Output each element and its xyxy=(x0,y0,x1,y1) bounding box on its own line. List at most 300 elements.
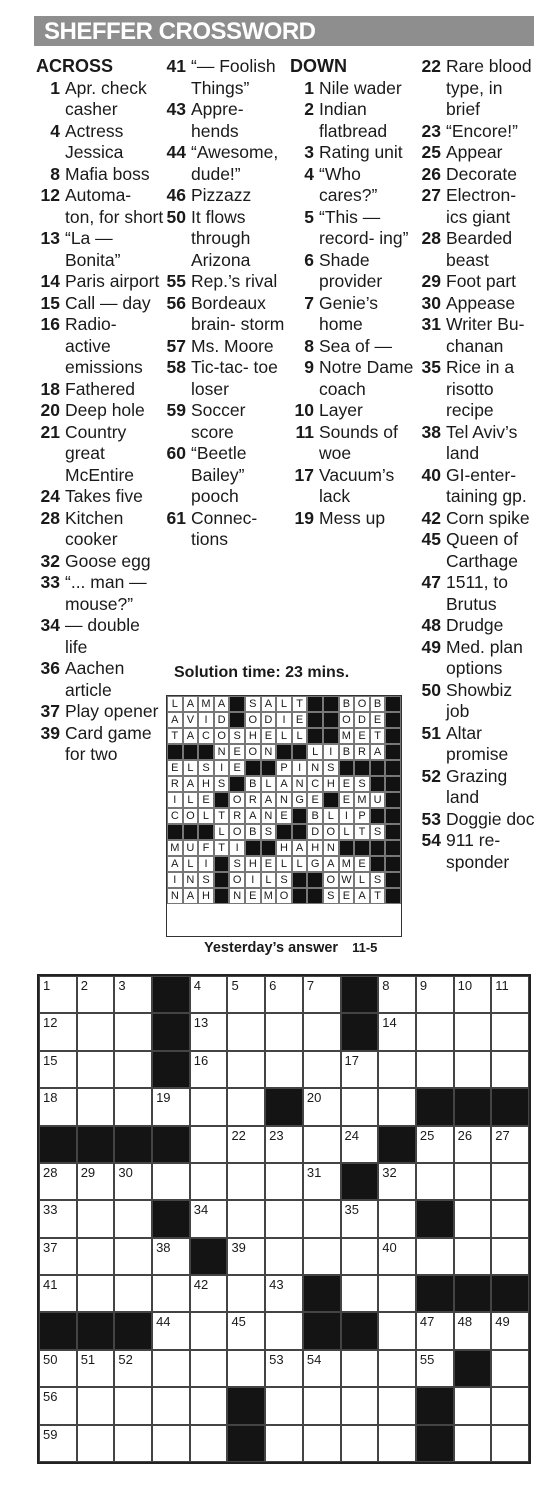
down-clue-26 xyxy=(417,164,539,186)
cell-number: 45 xyxy=(231,1314,246,1330)
grid-cell[interactable] xyxy=(303,1088,341,1125)
clue-text: Play opener xyxy=(65,701,159,721)
clue-number: 5 xyxy=(304,206,314,227)
clue-number: 44 xyxy=(166,142,186,162)
yesterday-answer-caption xyxy=(204,940,377,956)
grid-cell[interactable] xyxy=(114,1387,152,1424)
clue-number: 6 xyxy=(304,249,314,270)
solution-cell: O xyxy=(339,712,355,728)
grid-cell[interactable] xyxy=(77,1350,115,1387)
down-clue-45 xyxy=(417,529,539,572)
clue-text: Apr. check casher xyxy=(65,77,147,119)
grid-cell[interactable] xyxy=(227,1013,265,1050)
solution-black-cell xyxy=(385,840,401,856)
grid-cell[interactable] xyxy=(303,1126,341,1163)
grid-cell[interactable] xyxy=(152,1088,190,1125)
grid-cell[interactable] xyxy=(265,1425,303,1462)
grid-cell[interactable] xyxy=(491,1312,529,1349)
solution-black-cell xyxy=(307,872,323,888)
grid-cell[interactable] xyxy=(190,1088,228,1125)
clue-column-1 xyxy=(36,56,164,766)
solution-cell: F xyxy=(198,840,214,856)
solution-black-cell xyxy=(339,840,355,856)
grid-black-square xyxy=(341,976,379,1013)
grid-cell[interactable] xyxy=(114,1051,152,1088)
solution-black-cell xyxy=(385,712,401,728)
grid-cell[interactable] xyxy=(378,1051,416,1088)
grid-cell[interactable] xyxy=(39,1013,77,1050)
grid-cell[interactable] xyxy=(341,1126,379,1163)
grid-cell[interactable] xyxy=(39,1425,77,1462)
clue-text: Goose egg xyxy=(65,550,151,571)
solution-cell: L xyxy=(183,792,199,808)
clue-number: 38 xyxy=(421,421,441,442)
cell-number: 25 xyxy=(419,1127,435,1143)
grid-cell[interactable] xyxy=(152,1275,190,1312)
grid-cell[interactable] xyxy=(341,1350,379,1387)
grid-cell[interactable] xyxy=(190,1126,228,1163)
grid-cell[interactable] xyxy=(303,1163,341,1200)
clue-text: Indian flatbread xyxy=(319,99,388,141)
solution-cell: E xyxy=(261,728,277,744)
clue-number: 56 xyxy=(166,292,186,313)
grid-cell[interactable] xyxy=(39,1238,77,1275)
clue-number: 32 xyxy=(40,550,60,571)
down-clue-27 xyxy=(417,185,539,228)
down-clue-29 xyxy=(417,271,539,293)
across-clue-4 xyxy=(36,121,164,164)
solution-cell: I xyxy=(276,712,292,728)
grid-cell[interactable] xyxy=(454,1387,492,1424)
clue-number: 54 xyxy=(421,830,441,850)
grid-black-square xyxy=(416,1387,454,1424)
solution-black-cell xyxy=(323,696,339,712)
grid-cell[interactable] xyxy=(39,1088,77,1125)
grid-cell[interactable] xyxy=(152,1425,190,1462)
cell-number: 7 xyxy=(306,978,315,993)
grid-cell[interactable] xyxy=(491,1350,529,1387)
solution-cell: E xyxy=(167,760,183,776)
grid-black-square xyxy=(152,976,190,1013)
grid-cell[interactable] xyxy=(303,1350,341,1387)
grid-cell[interactable] xyxy=(341,1425,379,1462)
solution-black-cell xyxy=(214,888,230,904)
clue-text: Electron- ics giant xyxy=(446,185,517,227)
solution-cell: L xyxy=(183,856,199,872)
grid-cell[interactable] xyxy=(416,1013,454,1050)
grid-cell[interactable] xyxy=(227,1088,265,1125)
solution-black-cell xyxy=(229,696,245,712)
grid-cell[interactable] xyxy=(114,1238,152,1275)
grid-cell[interactable] xyxy=(265,1350,303,1387)
grid-black-square xyxy=(491,1275,529,1312)
grid-cell[interactable] xyxy=(454,1163,492,1200)
across-clue-18 xyxy=(36,379,164,401)
clue-text: Mess up xyxy=(319,507,386,528)
grid-cell[interactable] xyxy=(265,1013,303,1050)
grid-cell[interactable] xyxy=(152,1387,190,1424)
clue-text: Country great McEntire xyxy=(65,421,135,485)
solution-cell: E xyxy=(354,856,370,872)
cell-number: 37 xyxy=(43,1239,58,1255)
solution-cell: S xyxy=(323,760,339,776)
cell-number: 24 xyxy=(344,1127,359,1143)
grid-cell[interactable] xyxy=(77,1013,115,1050)
grid-cell[interactable] xyxy=(491,1051,529,1088)
clue-text: Appear xyxy=(446,142,503,162)
grid-cell[interactable] xyxy=(454,1312,492,1349)
grid-cell[interactable] xyxy=(341,1238,379,1275)
clue-column-3 xyxy=(290,56,418,529)
down-clue-17 xyxy=(290,465,418,508)
solution-cell: N xyxy=(214,744,230,760)
grid-cell[interactable] xyxy=(152,1350,190,1387)
grid-cell[interactable] xyxy=(378,976,416,1013)
grid-cell[interactable] xyxy=(227,1275,265,1312)
clue-text: Mafia boss xyxy=(65,163,150,184)
clue-text: Grazing land xyxy=(446,765,508,807)
grid-cell[interactable] xyxy=(227,1126,265,1163)
clue-number: 35 xyxy=(421,357,441,377)
clue-number: 9 xyxy=(304,357,314,377)
solution-black-cell xyxy=(276,824,292,840)
solution-cell: L xyxy=(198,808,214,824)
clue-number: 34 xyxy=(40,615,60,635)
solution-cell: N xyxy=(261,808,277,824)
across-clue-46 xyxy=(162,185,292,207)
cell-number: 50 xyxy=(43,1351,58,1367)
grid-black-square xyxy=(341,1312,379,1349)
grid-black-square xyxy=(152,1013,190,1050)
grid-cell[interactable] xyxy=(77,1200,115,1237)
solution-black-cell xyxy=(339,760,355,776)
solution-cell: I xyxy=(167,872,183,888)
clue-text: Doggie doc xyxy=(446,808,535,829)
grid-cell[interactable] xyxy=(265,976,303,1013)
solution-cell: E xyxy=(307,792,323,808)
grid-cell[interactable] xyxy=(190,1051,228,1088)
solution-cell: D xyxy=(214,712,230,728)
solution-cell: O xyxy=(245,712,261,728)
solution-cell: N xyxy=(229,888,245,904)
solution-cell: S xyxy=(214,776,230,792)
grid-cell[interactable] xyxy=(77,1425,115,1462)
grid-cell[interactable] xyxy=(454,1051,492,1088)
clue-text: Shade provider xyxy=(319,249,383,291)
across-clue-36 xyxy=(36,658,164,701)
grid-cell[interactable] xyxy=(77,1051,115,1088)
solution-cell: O xyxy=(354,696,370,712)
grid-cell[interactable] xyxy=(265,1126,303,1163)
cell-number: 41 xyxy=(43,1277,58,1293)
solution-black-cell xyxy=(198,744,214,760)
solution-black-cell xyxy=(245,760,261,776)
grid-cell[interactable] xyxy=(227,1051,265,1088)
grid-cell[interactable] xyxy=(416,1163,454,1200)
grid-cell[interactable] xyxy=(378,1387,416,1424)
grid-cell[interactable] xyxy=(227,976,265,1013)
solution-black-cell xyxy=(245,840,261,856)
grid-cell[interactable] xyxy=(190,1200,228,1237)
cell-number: 35 xyxy=(344,1202,359,1218)
solution-cell: A xyxy=(261,792,277,808)
grid-cell[interactable] xyxy=(190,1163,228,1200)
clue-text: Rep.’s rival xyxy=(191,271,278,291)
cell-number: 33 xyxy=(43,1202,58,1218)
grid-black-square xyxy=(114,1312,152,1349)
grid-cell[interactable] xyxy=(114,1425,152,1462)
grid-cell[interactable] xyxy=(491,976,529,1013)
solution-black-cell xyxy=(354,840,370,856)
grid-cell[interactable] xyxy=(303,1051,341,1088)
cell-number: 18 xyxy=(43,1090,58,1106)
grid-cell[interactable] xyxy=(190,1275,228,1312)
cell-number: 5 xyxy=(231,978,239,993)
cell-number: 55 xyxy=(419,1351,435,1367)
grid-cell[interactable] xyxy=(190,1312,228,1349)
cell-number: 47 xyxy=(419,1314,435,1330)
grid-cell[interactable] xyxy=(416,1051,454,1088)
solution-black-cell xyxy=(167,744,183,760)
grid-cell[interactable] xyxy=(190,1425,228,1462)
clue-number: 8 xyxy=(304,335,314,356)
grid-cell[interactable] xyxy=(265,1312,303,1349)
solution-cell: U xyxy=(183,840,199,856)
clue-text: Paris airport xyxy=(65,271,160,291)
cell-number: 15 xyxy=(43,1052,58,1068)
grid-cell[interactable] xyxy=(491,1387,529,1424)
clue-number: 43 xyxy=(166,99,186,119)
grid-cell[interactable] xyxy=(303,976,341,1013)
grid-cell[interactable] xyxy=(39,1163,77,1200)
grid-cell[interactable] xyxy=(303,1200,341,1237)
grid-cell[interactable] xyxy=(39,1387,77,1424)
solution-cell: A xyxy=(183,696,199,712)
clue-text: Corn spike xyxy=(446,507,530,528)
solution-cell: C xyxy=(198,728,214,744)
grid-cell[interactable] xyxy=(378,1013,416,1050)
grid-cell[interactable] xyxy=(114,1088,152,1125)
grid-cell[interactable] xyxy=(227,1238,265,1275)
down-clue-9 xyxy=(290,357,418,400)
solution-cell: P xyxy=(276,760,292,776)
clue-text: Altar promise xyxy=(446,722,509,764)
grid-cell[interactable] xyxy=(114,1275,152,1312)
grid-cell[interactable] xyxy=(341,1200,379,1237)
grid-cell[interactable] xyxy=(378,1312,416,1349)
grid-cell[interactable] xyxy=(39,1200,77,1237)
grid-cell[interactable] xyxy=(265,1200,303,1237)
solution-black-cell xyxy=(307,712,323,728)
grid-cell[interactable] xyxy=(265,1275,303,1312)
solution-cell: L xyxy=(261,776,277,792)
grid-cell[interactable] xyxy=(152,1163,190,1200)
grid-cell[interactable] xyxy=(454,1425,492,1462)
grid-cell[interactable] xyxy=(378,1088,416,1125)
solution-cell: B xyxy=(245,776,261,792)
grid-cell[interactable] xyxy=(77,976,115,1013)
grid-cell[interactable] xyxy=(378,1425,416,1462)
solution-cell: M xyxy=(167,840,183,856)
grid-cell[interactable] xyxy=(114,976,152,1013)
clue-text: Connec- tions xyxy=(191,507,258,549)
clue-number: 37 xyxy=(40,701,60,721)
clue-number: 46 xyxy=(166,185,186,205)
grid-cell[interactable] xyxy=(114,1163,152,1200)
grid-black-square xyxy=(416,1200,454,1237)
grid-cell[interactable] xyxy=(190,1387,228,1424)
across-clue-41 xyxy=(162,56,292,99)
grid-black-square xyxy=(491,1088,529,1125)
grid-black-square xyxy=(378,1126,416,1163)
solution-cell: S xyxy=(354,776,370,792)
grid-cell[interactable] xyxy=(114,1200,152,1237)
grid-cell[interactable] xyxy=(454,976,492,1013)
solution-cell: T xyxy=(354,824,370,840)
grid-cell[interactable] xyxy=(227,1200,265,1237)
clue-number: 59 xyxy=(166,400,186,420)
solution-cell: S xyxy=(370,872,386,888)
solution-cell: T xyxy=(370,888,386,904)
across-clue-14 xyxy=(36,271,164,293)
grid-black-square xyxy=(416,1425,454,1462)
solution-cell: N xyxy=(276,792,292,808)
solution-cell: I xyxy=(167,792,183,808)
solution-cell: L xyxy=(292,728,308,744)
solution-black-cell xyxy=(385,872,401,888)
grid-cell[interactable] xyxy=(77,1387,115,1424)
solution-cell: L xyxy=(183,760,199,776)
grid-cell[interactable] xyxy=(454,1013,492,1050)
grid-cell[interactable] xyxy=(39,1051,77,1088)
grid-cell[interactable] xyxy=(341,1275,379,1312)
grid-cell[interactable] xyxy=(77,1163,115,1200)
grid-cell[interactable] xyxy=(152,1312,190,1349)
grid-cell[interactable] xyxy=(416,1312,454,1349)
solution-cell: S xyxy=(229,728,245,744)
clue-number: 30 xyxy=(421,292,441,313)
solution-cell: N xyxy=(261,744,277,760)
down-clue-7 xyxy=(290,293,418,336)
grid-cell[interactable] xyxy=(265,1163,303,1200)
solution-cell: O xyxy=(229,872,245,888)
grid-cell[interactable] xyxy=(77,1088,115,1125)
grid-cell[interactable] xyxy=(491,1013,529,1050)
clue-text: 911 re- sponder xyxy=(446,830,510,872)
grid-cell[interactable] xyxy=(416,1350,454,1387)
grid-cell[interactable] xyxy=(416,1126,454,1163)
grid-cell[interactable] xyxy=(454,1200,492,1237)
grid-black-square xyxy=(454,1350,492,1387)
clue-number: 19 xyxy=(294,507,314,528)
grid-cell[interactable] xyxy=(227,1163,265,1200)
solution-cell: H xyxy=(245,856,261,872)
solution-cell: O xyxy=(323,824,339,840)
solution-cell: I xyxy=(229,840,245,856)
grid-cell[interactable] xyxy=(114,1013,152,1050)
solution-cell: S xyxy=(261,824,277,840)
grid-cell[interactable] xyxy=(77,1238,115,1275)
grid-cell[interactable] xyxy=(303,1425,341,1462)
grid-cell[interactable] xyxy=(378,1275,416,1312)
grid-cell[interactable] xyxy=(491,1425,529,1462)
grid-cell[interactable] xyxy=(378,1200,416,1237)
solution-time: Solution time: 23 mins. xyxy=(174,664,350,681)
clue-number: 41 xyxy=(166,56,186,76)
clue-number: 31 xyxy=(421,314,441,334)
solution-cell: E xyxy=(229,744,245,760)
across-clue-50 xyxy=(162,207,292,272)
clue-number: 28 xyxy=(421,228,441,248)
grid-cell[interactable] xyxy=(190,976,228,1013)
grid-cell[interactable] xyxy=(265,1238,303,1275)
solution-cell: H xyxy=(198,888,214,904)
solution-cell: E xyxy=(370,712,386,728)
clue-text: Call — day xyxy=(65,292,151,313)
grid-cell[interactable] xyxy=(39,976,77,1013)
grid-cell[interactable] xyxy=(341,1387,379,1424)
grid-cell[interactable] xyxy=(39,1350,77,1387)
solution-cell: A xyxy=(261,696,277,712)
grid-cell[interactable] xyxy=(190,1013,228,1050)
solution-cell: I xyxy=(245,872,261,888)
down-clue-3 xyxy=(290,142,418,164)
grid-cell[interactable] xyxy=(491,1126,529,1163)
grid-cell[interactable] xyxy=(454,1126,492,1163)
grid-cell[interactable] xyxy=(265,1387,303,1424)
grid-cell[interactable] xyxy=(77,1275,115,1312)
cell-number: 30 xyxy=(118,1164,133,1180)
grid-cell[interactable] xyxy=(378,1350,416,1387)
solution-black-cell xyxy=(261,840,277,856)
grid-cell[interactable] xyxy=(39,1275,77,1312)
grid-cell[interactable] xyxy=(491,1238,529,1275)
grid-cell[interactable] xyxy=(491,1200,529,1237)
cell-number: 1 xyxy=(43,978,51,993)
grid-cell[interactable] xyxy=(341,1088,379,1125)
solution-black-cell xyxy=(385,696,401,712)
solution-cell: L xyxy=(276,728,292,744)
grid-cell[interactable] xyxy=(227,1312,265,1349)
grid-cell[interactable] xyxy=(416,976,454,1013)
grid-cell[interactable] xyxy=(303,1387,341,1424)
grid-cell[interactable] xyxy=(152,1238,190,1275)
grid-cell[interactable] xyxy=(491,1163,529,1200)
solution-cell: L xyxy=(167,696,183,712)
clue-text: “— Foolish Things” xyxy=(191,56,276,98)
grid-cell[interactable] xyxy=(303,1238,341,1275)
solution-black-cell xyxy=(370,808,386,824)
clue-text: Writer Bu- chanan xyxy=(446,314,525,356)
grid-cell[interactable] xyxy=(227,1350,265,1387)
solution-cell: B xyxy=(339,744,355,760)
grid-cell[interactable] xyxy=(303,1013,341,1050)
grid-cell[interactable] xyxy=(114,1350,152,1387)
solution-cell: L xyxy=(354,872,370,888)
clue-number: 42 xyxy=(421,507,441,528)
cell-number: 39 xyxy=(231,1239,246,1255)
grid-cell[interactable] xyxy=(416,1238,454,1275)
grid-cell[interactable] xyxy=(454,1238,492,1275)
grid-cell[interactable] xyxy=(378,1163,416,1200)
grid-cell[interactable] xyxy=(190,1350,228,1387)
grid-cell[interactable] xyxy=(378,1238,416,1275)
grid-cell[interactable] xyxy=(341,1051,379,1088)
solution-cell: O xyxy=(323,872,339,888)
clue-text: Sea of — xyxy=(319,335,392,356)
grid-cell[interactable] xyxy=(265,1051,303,1088)
solution-black-cell xyxy=(307,728,323,744)
